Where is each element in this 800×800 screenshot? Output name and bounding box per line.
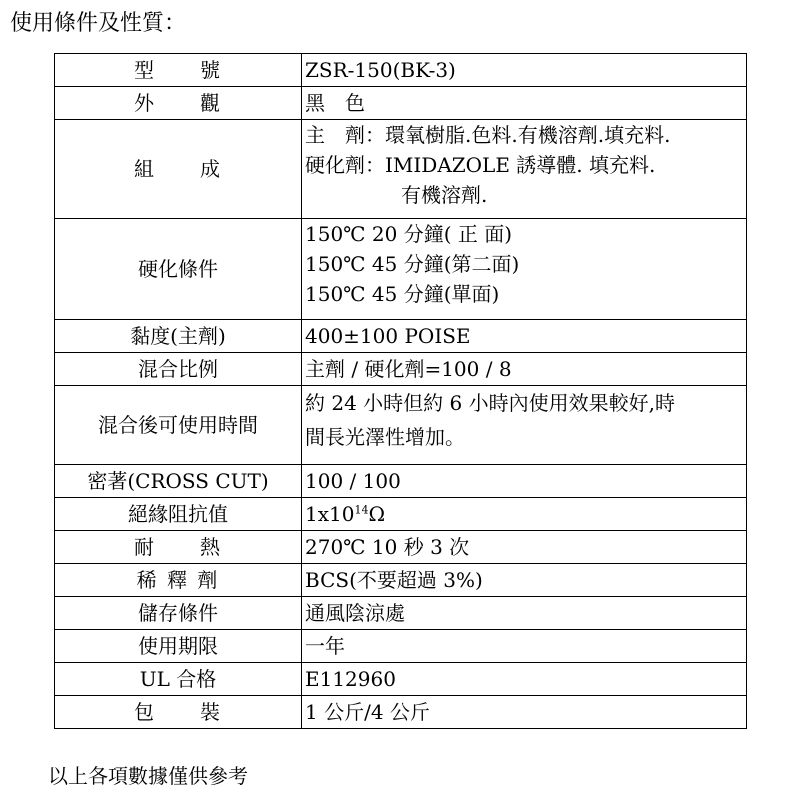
composition-line: 硬化劑：IMIDAZOLE 誘導體. 填充料. [305, 153, 656, 177]
value-composition [302, 120, 747, 219]
table-row [55, 696, 747, 729]
value-curing [302, 219, 747, 320]
table-row [55, 120, 747, 219]
value-shelf-life: 一年 [302, 630, 747, 663]
label-viscosity: 黏度(主劑) [55, 320, 302, 353]
table-row [55, 353, 747, 386]
label-ul: UL 合格 [55, 663, 302, 696]
pot-life-line: 間長光澤性增加。 [305, 425, 465, 449]
table-row [55, 386, 747, 465]
value-insulation [302, 498, 747, 531]
section-heading: 使用條件及性質： [10, 11, 187, 36]
curing-line: 150℃ 45 分鐘(第二面) [305, 252, 520, 276]
value-adhesion: 100 / 100 [302, 465, 747, 498]
table-row [55, 219, 747, 320]
table-row [55, 663, 747, 696]
table-row [55, 87, 747, 120]
value-heat: 270℃ 10 秒 3 次 [302, 531, 747, 564]
footer-note: 以上各項數據僅供參考 [48, 764, 248, 788]
label-storage: 儲存條件 [55, 597, 302, 630]
label-shelf-life: 使用期限 [55, 630, 302, 663]
table-row [55, 54, 747, 87]
label-adhesion: 密著(CROSS CUT) [55, 465, 302, 498]
value-viscosity: 400±100 POISE [302, 320, 747, 353]
value-model: ZSR-150(BK-3) [302, 54, 747, 87]
insulation-unit: Ω [368, 502, 386, 526]
curing-line: 150℃ 45 分鐘(單面) [305, 282, 500, 306]
value-packaging: 1 公斤/4 公斤 [302, 696, 747, 729]
label-thinner: 稀 釋 劑 [55, 564, 302, 597]
table-row [55, 564, 747, 597]
table-row [55, 498, 747, 531]
pot-life-line: 約 24 小時但約 6 小時內使用效果較好,時 [305, 391, 675, 415]
label-insulation: 絕緣阻抗值 [55, 498, 302, 531]
label-packaging: 包 裝 [55, 696, 302, 729]
label-composition: 組 成 [55, 120, 302, 219]
curing-line: 150℃ 20 分鐘( 正 面) [305, 222, 513, 246]
label-appearance: 外 觀 [55, 87, 302, 120]
value-storage: 通風陰涼處 [302, 597, 747, 630]
label-mix-ratio: 混合比例 [55, 353, 302, 386]
label-curing: 硬化條件 [55, 219, 302, 320]
value-mix-ratio: 主劑 / 硬化劑=100 / 8 [302, 353, 747, 386]
label-model: 型 號 [55, 54, 302, 87]
insulation-exponent: 14 [354, 503, 369, 517]
table-row [55, 465, 747, 498]
value-thinner: BCS(不要超過 3%) [302, 564, 747, 597]
table-row [55, 531, 747, 564]
value-ul: E112960 [302, 663, 747, 696]
composition-line: 主 劑：環氧樹脂.色料.有機溶劑.填充料. [305, 123, 671, 147]
table-row [55, 630, 747, 663]
composition-line: 有機溶劑. [401, 183, 488, 207]
insulation-base: 1x10 [305, 502, 355, 526]
label-heat: 耐 熱 [55, 531, 302, 564]
value-appearance: 黑 色 [302, 87, 747, 120]
spec-table [54, 53, 747, 729]
label-pot-life: 混合後可使用時間 [55, 386, 302, 465]
value-pot-life [302, 386, 747, 465]
table-row [55, 597, 747, 630]
table-row [55, 320, 747, 353]
